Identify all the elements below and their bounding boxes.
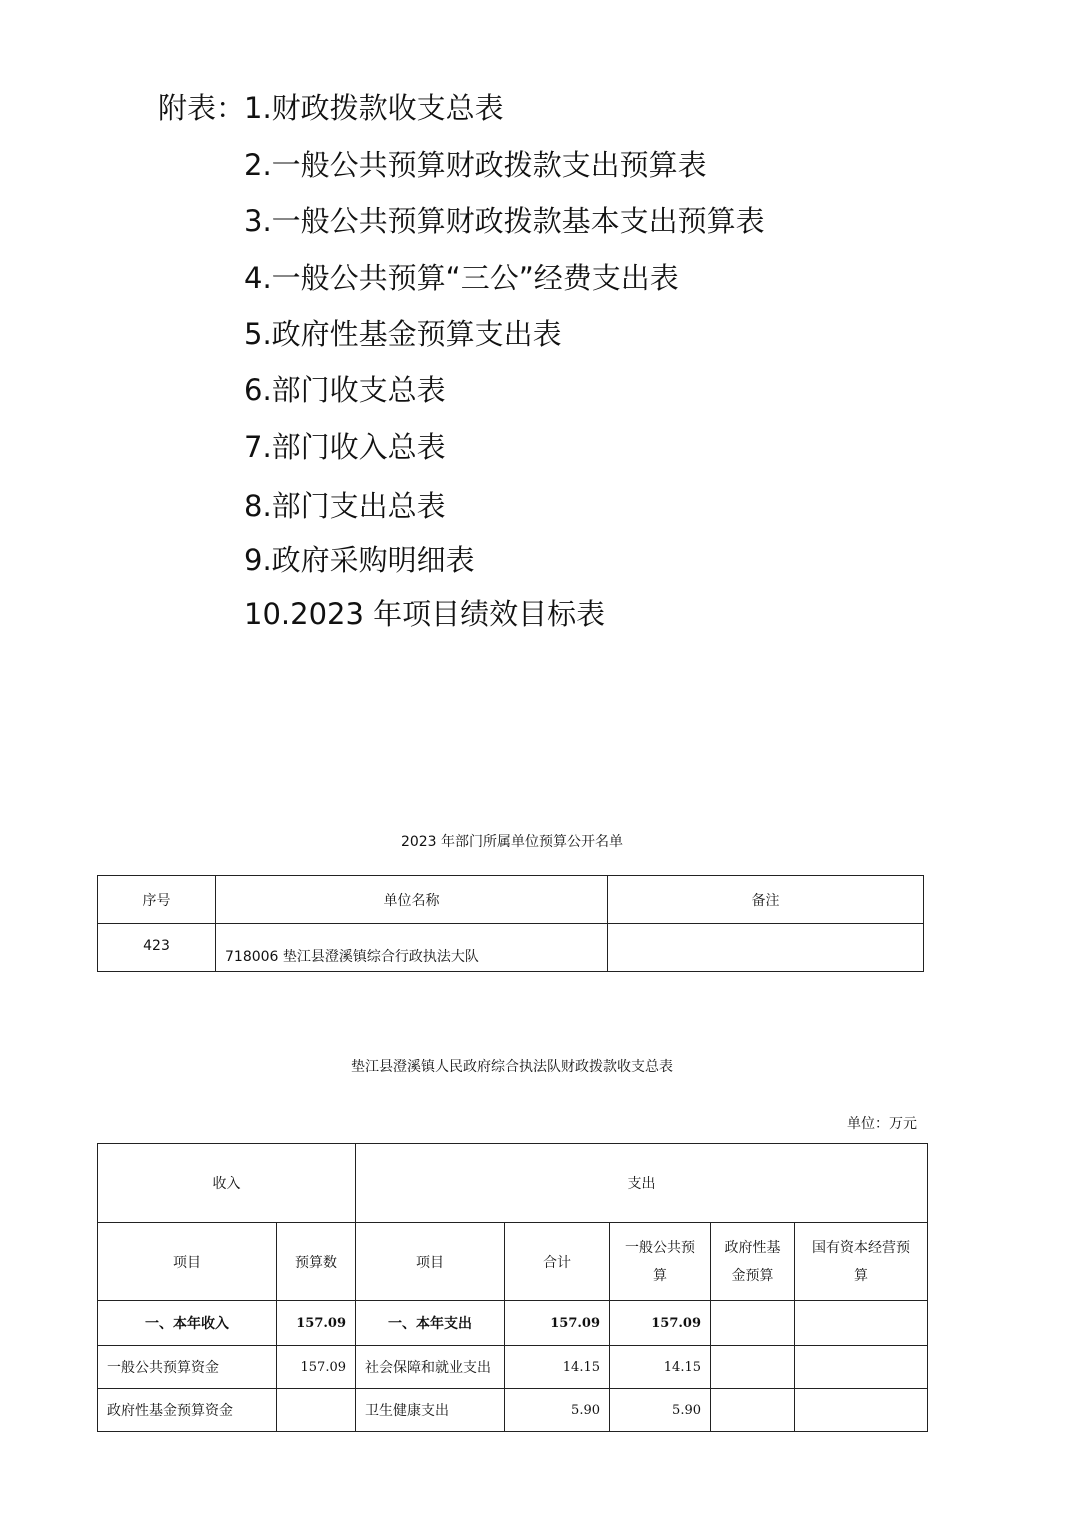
unit-label: 单位：万元: [847, 1116, 917, 1132]
cell-fund: [711, 1346, 795, 1389]
cell-in-val: 157.09: [277, 1301, 356, 1346]
summary-table: [97, 1143, 928, 1432]
cell-general: 5.90: [610, 1389, 711, 1432]
header-budget: 预算数: [277, 1223, 356, 1301]
cell-note: [608, 924, 924, 972]
appendix-item: 4.一般公共预算“三公”经费支出表: [244, 261, 679, 295]
cell-total: 157.09: [505, 1301, 610, 1346]
cell-fund: [711, 1389, 795, 1432]
group-income: 收入: [98, 1144, 356, 1223]
header-note: 备注: [608, 876, 924, 924]
appendix-item: 1.财政拨款收支总表: [244, 91, 504, 125]
unit-name: 垫江县澄溪镇综合行政执法大队: [282, 949, 479, 965]
header-fund-text: 政府性基金预算: [724, 1239, 781, 1284]
cell-fund: [711, 1301, 795, 1346]
group-expense: 支出: [356, 1144, 928, 1223]
table-row: [98, 924, 924, 972]
cell-total: 14.15: [505, 1346, 610, 1389]
cell-out-item: 一、本年支出: [356, 1301, 505, 1346]
cell-unit-name: [216, 924, 608, 972]
cell-in-val: [277, 1389, 356, 1432]
cell-general: 157.09: [610, 1301, 711, 1346]
table-row: [98, 1301, 928, 1346]
unit-list-table: [97, 875, 924, 972]
table-row: [98, 1346, 928, 1389]
cell-state: [795, 1389, 928, 1432]
cell-in-val: 157.09: [277, 1346, 356, 1389]
unit-code: 718006: [225, 949, 279, 965]
cell-in-item: 一般公共预算资金: [98, 1346, 277, 1389]
appendix-item: 5.政府性基金预算支出表: [244, 317, 562, 351]
group-header-row: [98, 1144, 928, 1223]
header-expense-item: 项目: [356, 1223, 505, 1301]
column-header-row: [98, 1223, 928, 1301]
header-state-text: 国有资本经营预算: [812, 1239, 910, 1284]
header-state-budget: [795, 1223, 928, 1301]
cell-total: 5.90: [505, 1389, 610, 1432]
unit-list-title: 2023 年部门所属单位预算公开名单: [400, 834, 624, 850]
appendix-item: 3.一般公共预算财政拨款基本支出预算表: [244, 204, 765, 238]
appendix-item: 2.一般公共预算财政拨款支出预算表: [244, 148, 707, 182]
header-fund-budget: [711, 1223, 795, 1301]
cell-seq: 423: [98, 924, 216, 972]
cell-state: [795, 1346, 928, 1389]
appendix-item: 9.政府采购明细表: [244, 543, 475, 577]
header-general-budget: [610, 1223, 711, 1301]
appendix-item: 10.2023 年项目绩效目标表: [244, 597, 606, 631]
summary-title: 垫江县澄溪镇人民政府综合执法队财政拨款收支总表: [351, 1059, 673, 1075]
header-total: 合计: [505, 1223, 610, 1301]
cell-in-item: 一、本年收入: [98, 1301, 277, 1346]
header-income-item: 项目: [98, 1223, 277, 1301]
appendix-item: 6.部门收支总表: [244, 373, 446, 407]
cell-state: [795, 1301, 928, 1346]
header-seq: 序号: [98, 876, 216, 924]
appendix-prefix: 附表：: [158, 91, 246, 125]
appendix-item: 8.部门支出总表: [244, 489, 446, 523]
table-header-row: [98, 876, 924, 924]
cell-out-item: 社会保障和就业支出: [356, 1346, 505, 1389]
appendix-item: 7.部门收入总表: [244, 430, 446, 464]
table-row: [98, 1389, 928, 1432]
cell-general: 14.15: [610, 1346, 711, 1389]
cell-out-item: 卫生健康支出: [356, 1389, 505, 1432]
header-unit-name: 单位名称: [216, 876, 608, 924]
header-general-text: 一般公共预算: [625, 1239, 695, 1284]
cell-in-item: 政府性基金预算资金: [98, 1389, 277, 1432]
